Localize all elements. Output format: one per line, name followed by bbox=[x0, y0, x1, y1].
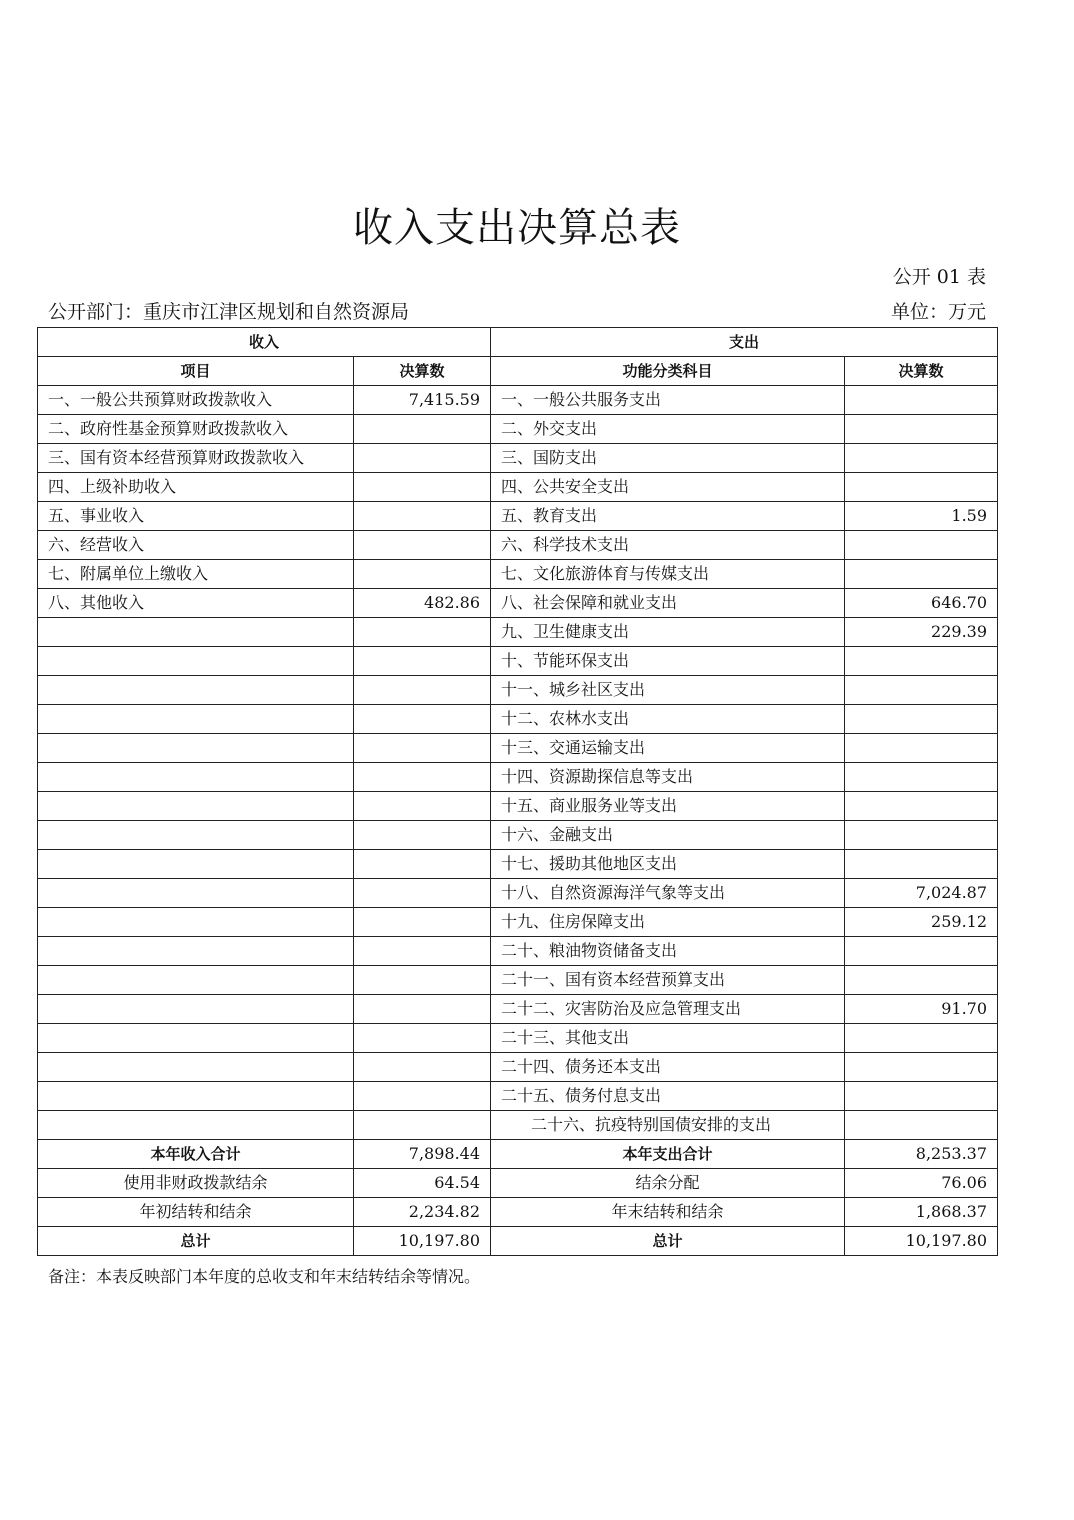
expense-item-cell: 九、卫生健康支出 bbox=[491, 618, 845, 647]
income-item-cell bbox=[38, 792, 354, 821]
table-row bbox=[38, 647, 998, 676]
expense-item-cell: 二、外交支出 bbox=[491, 415, 845, 444]
table-row bbox=[38, 937, 998, 966]
expense-amount-cell bbox=[845, 473, 998, 502]
table-row bbox=[38, 763, 998, 792]
expense-amount-cell bbox=[845, 415, 998, 444]
total-income-amount: 7,898.44 bbox=[354, 1140, 491, 1169]
expense-item-cell: 十五、商业服务业等支出 bbox=[491, 792, 845, 821]
expense-amount-cell: 259.12 bbox=[845, 908, 998, 937]
income-group-header: 收入 bbox=[38, 328, 491, 357]
table-row bbox=[38, 1111, 998, 1140]
expense-item-cell: 十四、资源勘探信息等支出 bbox=[491, 763, 845, 792]
income-item-cell: 八、其他收入 bbox=[38, 589, 354, 618]
income-item-cell bbox=[38, 1111, 354, 1140]
income-item-cell bbox=[38, 879, 354, 908]
table-row bbox=[38, 502, 998, 531]
expense-item-cell: 十九、住房保障支出 bbox=[491, 908, 845, 937]
expense-item-cell: 三、国防支出 bbox=[491, 444, 845, 473]
header-row-columns bbox=[38, 357, 998, 386]
total-income-label: 年初结转和结余 bbox=[38, 1198, 354, 1227]
income-amount-cell bbox=[354, 502, 491, 531]
income-amount-cell bbox=[354, 647, 491, 676]
income-item-cell bbox=[38, 647, 354, 676]
income-amount-cell bbox=[354, 734, 491, 763]
expense-item-cell: 十七、援助其他地区支出 bbox=[491, 850, 845, 879]
income-item-cell bbox=[38, 763, 354, 792]
expense-amount-cell bbox=[845, 647, 998, 676]
expense-amount-cell bbox=[845, 531, 998, 560]
table-row bbox=[38, 705, 998, 734]
budget-summary-table bbox=[37, 327, 998, 1256]
table-row bbox=[38, 415, 998, 444]
expense-item-cell: 二十四、债务还本支出 bbox=[491, 1053, 845, 1082]
income-amount-cell bbox=[354, 850, 491, 879]
expense-item-cell: 七、文化旅游体育与传媒支出 bbox=[491, 560, 845, 589]
department-label: 公开部门：重庆市江津区规划和自然资源局 bbox=[48, 301, 410, 323]
income-amount-cell bbox=[354, 792, 491, 821]
expense-amount-cell bbox=[845, 734, 998, 763]
total-row bbox=[38, 1140, 998, 1169]
table-row bbox=[38, 1082, 998, 1111]
income-item-cell bbox=[38, 1082, 354, 1111]
expense-item-cell: 二十五、债务付息支出 bbox=[491, 1082, 845, 1111]
table-row bbox=[38, 473, 998, 502]
total-income-label: 使用非财政拨款结余 bbox=[38, 1169, 354, 1198]
table-row bbox=[38, 589, 998, 618]
total-expense-label: 总计 bbox=[491, 1227, 845, 1256]
expense-amount-cell bbox=[845, 1053, 998, 1082]
expense-item-cell: 二十三、其他支出 bbox=[491, 1024, 845, 1053]
expense-item-cell: 二十六、抗疫特别国债安排的支出 bbox=[491, 1111, 845, 1140]
table-row bbox=[38, 792, 998, 821]
income-item-cell: 四、上级补助收入 bbox=[38, 473, 354, 502]
income-amount-cell bbox=[354, 1111, 491, 1140]
income-item-cell bbox=[38, 966, 354, 995]
expense-item-cell: 十二、农林水支出 bbox=[491, 705, 845, 734]
expense-item-cell: 一、一般公共服务支出 bbox=[491, 386, 845, 415]
income-item-cell bbox=[38, 937, 354, 966]
income-amount-cell bbox=[354, 763, 491, 792]
total-expense-amount: 8,253.37 bbox=[845, 1140, 998, 1169]
expense-amount-cell bbox=[845, 676, 998, 705]
table-row bbox=[38, 995, 998, 1024]
income-item-cell bbox=[38, 676, 354, 705]
total-row bbox=[38, 1169, 998, 1198]
total-expense-label: 年末结转和结余 bbox=[491, 1198, 845, 1227]
income-amount-cell bbox=[354, 1024, 491, 1053]
total-income-amount: 10,197.80 bbox=[354, 1227, 491, 1256]
income-amount-cell bbox=[354, 821, 491, 850]
income-amount-cell bbox=[354, 705, 491, 734]
expense-amount-cell: 1.59 bbox=[845, 502, 998, 531]
income-item-cell bbox=[38, 705, 354, 734]
total-income-label: 本年收入合计 bbox=[38, 1140, 354, 1169]
expense-item-cell: 五、教育支出 bbox=[491, 502, 845, 531]
total-expense-amount: 1,868.37 bbox=[845, 1198, 998, 1227]
expense-amount-cell bbox=[845, 792, 998, 821]
header-row-groups bbox=[38, 328, 998, 357]
table-row bbox=[38, 734, 998, 763]
income-amount-cell bbox=[354, 473, 491, 502]
income-item-cell: 六、经营收入 bbox=[38, 531, 354, 560]
expense-item-cell: 十一、城乡社区支出 bbox=[491, 676, 845, 705]
footnote: 备注：本表反映部门本年度的总收支和年末结转结余等情况。 bbox=[48, 1267, 481, 1286]
income-item-cell bbox=[38, 908, 354, 937]
expense-item-header: 功能分类科目 bbox=[491, 357, 845, 386]
total-expense-label: 结余分配 bbox=[491, 1169, 845, 1198]
expense-item-cell: 二十二、灾害防治及应急管理支出 bbox=[491, 995, 845, 1024]
income-amount-cell bbox=[354, 531, 491, 560]
expense-item-cell: 十三、交通运输支出 bbox=[491, 734, 845, 763]
expense-item-cell: 六、科学技术支出 bbox=[491, 531, 845, 560]
table-row bbox=[38, 560, 998, 589]
table-row bbox=[38, 444, 998, 473]
table-row bbox=[38, 618, 998, 647]
table-row bbox=[38, 879, 998, 908]
income-amount-cell: 7,415.59 bbox=[354, 386, 491, 415]
unit-label: 单位：万元 bbox=[890, 301, 986, 323]
income-item-cell: 一、一般公共预算财政拨款收入 bbox=[38, 386, 354, 415]
total-expense-amount: 76.06 bbox=[845, 1169, 998, 1198]
expense-amount-cell bbox=[845, 763, 998, 792]
income-item-cell bbox=[38, 618, 354, 647]
total-expense-amount: 10,197.80 bbox=[845, 1227, 998, 1256]
income-amount-cell bbox=[354, 1053, 491, 1082]
income-amount-cell bbox=[354, 995, 491, 1024]
table-row bbox=[38, 908, 998, 937]
income-amount-header: 决算数 bbox=[354, 357, 491, 386]
income-amount-cell bbox=[354, 560, 491, 589]
expense-group-header: 支出 bbox=[491, 328, 998, 357]
income-amount-cell bbox=[354, 966, 491, 995]
income-item-cell: 三、国有资本经营预算财政拨款收入 bbox=[38, 444, 354, 473]
expense-amount-cell: 91.70 bbox=[845, 995, 998, 1024]
total-row bbox=[38, 1227, 998, 1256]
table-row bbox=[38, 676, 998, 705]
income-item-cell bbox=[38, 734, 354, 763]
form-number: 公开 01 表 bbox=[892, 266, 986, 288]
expense-amount-cell bbox=[845, 1111, 998, 1140]
expense-item-cell: 十八、自然资源海洋气象等支出 bbox=[491, 879, 845, 908]
table-row bbox=[38, 386, 998, 415]
table-row bbox=[38, 821, 998, 850]
income-amount-cell bbox=[354, 879, 491, 908]
table-row bbox=[38, 1024, 998, 1053]
expense-amount-cell bbox=[845, 386, 998, 415]
income-amount-cell bbox=[354, 676, 491, 705]
expense-amount-cell bbox=[845, 705, 998, 734]
expense-amount-cell bbox=[845, 966, 998, 995]
income-item-cell: 七、附属单位上缴收入 bbox=[38, 560, 354, 589]
income-amount-cell: 482.86 bbox=[354, 589, 491, 618]
income-item-cell bbox=[38, 1024, 354, 1053]
income-item-cell bbox=[38, 850, 354, 879]
table-row bbox=[38, 850, 998, 879]
income-amount-cell bbox=[354, 618, 491, 647]
expense-amount-cell bbox=[845, 444, 998, 473]
income-amount-cell bbox=[354, 444, 491, 473]
table-row bbox=[38, 531, 998, 560]
expense-amount-cell bbox=[845, 1024, 998, 1053]
expense-amount-header: 决算数 bbox=[845, 357, 998, 386]
total-income-amount: 64.54 bbox=[354, 1169, 491, 1198]
expense-amount-cell: 229.39 bbox=[845, 618, 998, 647]
total-expense-label: 本年支出合计 bbox=[491, 1140, 845, 1169]
expense-item-cell: 八、社会保障和就业支出 bbox=[491, 589, 845, 618]
income-item-cell: 五、事业收入 bbox=[38, 502, 354, 531]
expense-amount-cell bbox=[845, 821, 998, 850]
expense-amount-cell bbox=[845, 560, 998, 589]
page-title: 收入支出决算总表 bbox=[353, 205, 681, 251]
income-item-cell bbox=[38, 1053, 354, 1082]
income-item-cell bbox=[38, 995, 354, 1024]
expense-amount-cell bbox=[845, 1082, 998, 1111]
table-row bbox=[38, 966, 998, 995]
total-row bbox=[38, 1198, 998, 1227]
expense-item-cell: 十六、金融支出 bbox=[491, 821, 845, 850]
expense-amount-cell bbox=[845, 850, 998, 879]
expense-amount-cell: 646.70 bbox=[845, 589, 998, 618]
expense-item-cell: 二十一、国有资本经营预算支出 bbox=[491, 966, 845, 995]
total-income-label: 总计 bbox=[38, 1227, 354, 1256]
income-amount-cell bbox=[354, 415, 491, 444]
total-income-amount: 2,234.82 bbox=[354, 1198, 491, 1227]
expense-amount-cell bbox=[845, 937, 998, 966]
income-item-cell bbox=[38, 821, 354, 850]
income-amount-cell bbox=[354, 1082, 491, 1111]
income-amount-cell bbox=[354, 908, 491, 937]
expense-item-cell: 四、公共安全支出 bbox=[491, 473, 845, 502]
expense-item-cell: 十、节能环保支出 bbox=[491, 647, 845, 676]
income-item-cell: 二、政府性基金预算财政拨款收入 bbox=[38, 415, 354, 444]
table-row bbox=[38, 1053, 998, 1082]
expense-item-cell: 二十、粮油物资储备支出 bbox=[491, 937, 845, 966]
expense-amount-cell: 7,024.87 bbox=[845, 879, 998, 908]
income-amount-cell bbox=[354, 937, 491, 966]
income-item-header: 项目 bbox=[38, 357, 354, 386]
